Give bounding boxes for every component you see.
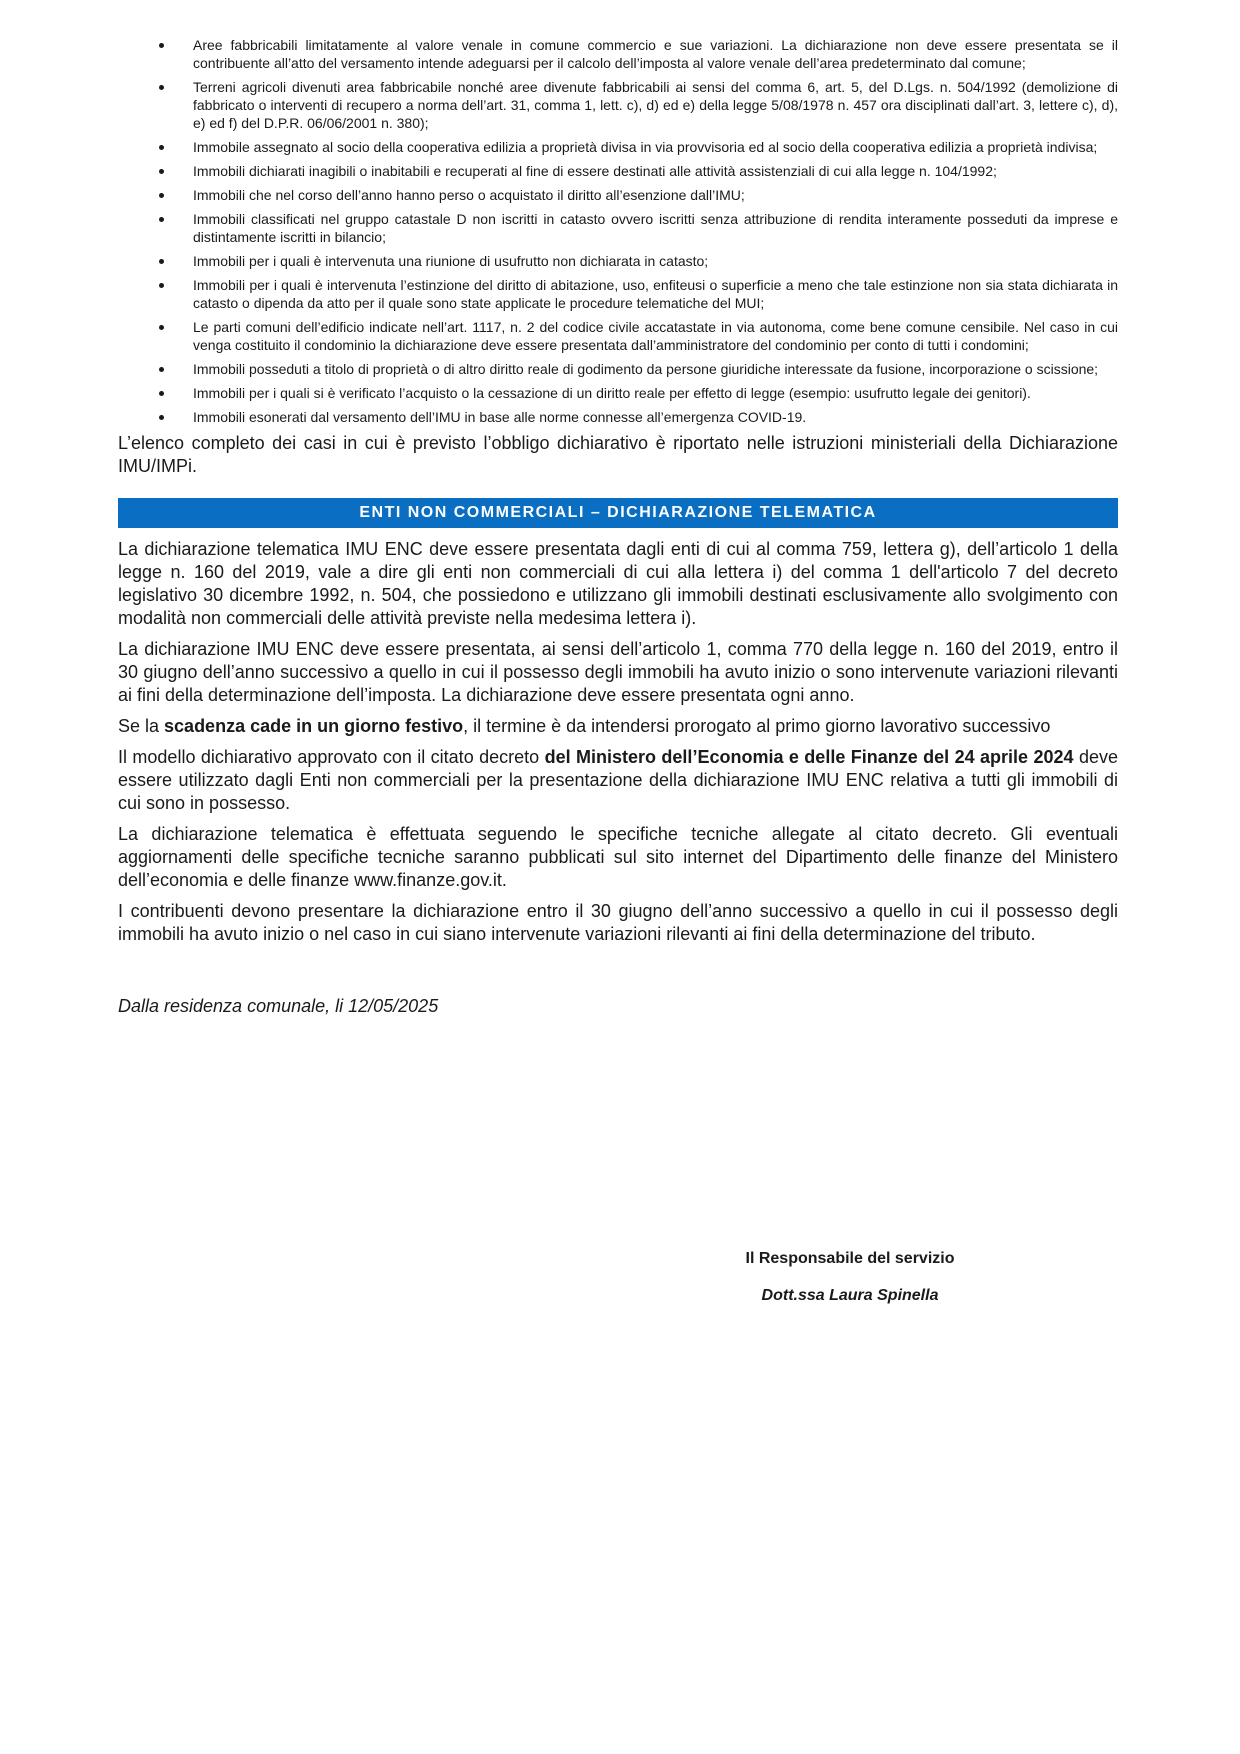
place-date: Dalla residenza comunale, li 12/05/2025 bbox=[118, 996, 439, 1016]
list-item bbox=[118, 252, 1118, 270]
list-item-text: Immobili per i quali è intervenuta una riunione di usufrutto non dichiarata in catasto; bbox=[193, 253, 709, 269]
p4-text-before: Il modello dichiarativo approvato con il citato decreto bbox=[118, 747, 545, 767]
list-item-text: Immobile assegnato al socio della cooperativa edilizia a proprietà divisa in via provvisoria ed al socio della cooperativa edilizia a proprietà indivisa; bbox=[193, 139, 1098, 155]
list-item bbox=[118, 318, 1118, 354]
p4-text-after: deve essere utilizzato dagli Enti non commerciali per la presentazione della dichiarazione IMU ENC relativa a tutti gli immobili di cui sono in possesso. bbox=[118, 747, 1118, 813]
section-paragraph-4 bbox=[118, 746, 1118, 815]
list-item-text: Immobili posseduti a titolo di proprietà o di altro diritto reale di godimento da persone giuridiche interessate da fusione, incorporazione o scissione; bbox=[193, 361, 1099, 377]
bullet-dot-icon bbox=[159, 193, 164, 198]
bullet-dot-icon bbox=[159, 259, 164, 264]
list-item bbox=[118, 162, 1118, 180]
bullet-dot-icon bbox=[159, 325, 164, 330]
list-item bbox=[118, 384, 1118, 402]
list-item bbox=[118, 408, 1118, 426]
document-page bbox=[118, 36, 1118, 1017]
list-item-text: Immobili che nel corso dell’anno hanno perso o acquistato il diritto all’esenzione dall’IMU; bbox=[193, 187, 745, 203]
list-item-text: Immobili classificati nel gruppo catastale D non iscritti in catasto ovvero iscritti senza attribuzione di rendita interamente posseduti da imprese e distintamente iscritti in bilancio; bbox=[193, 211, 1118, 245]
p4-bold-decree: del Ministero dell’Economia e delle Finanze del 24 aprile 2024 bbox=[544, 747, 1074, 767]
signature-name: Dott.ssa Laura Spinella bbox=[761, 1287, 939, 1304]
list-item-text: Le parti comuni dell’edificio indicate nell’art. 1117, n. 2 del codice civile accatastate in via autonoma, come bene comune censibile. Nel caso in cui venga costituito il condominio la dichiarazione deve essere presentata dall’amministratore del condominio per conto di tutti i condomini; bbox=[193, 319, 1118, 353]
bullet-dot-icon bbox=[159, 85, 164, 90]
obligation-list bbox=[118, 36, 1118, 426]
section-banner: ENTI NON COMMERCIALI – DICHIARAZIONE TELEMATICA bbox=[118, 498, 1118, 528]
list-item bbox=[118, 186, 1118, 204]
list-item-text: Terreni agricoli divenuti area fabbricabile nonché aree divenute fabbricabili ai sensi del comma 6, art. 5, del D.Lgs. n. 504/1992 (demolizione di fabbricato o interventi di recupero a norma dell’art. 31, comma 1, lett. c), d) ed e) della legge 5/08/1978 n. 457 ora disciplinati dall’art. 3, lettere c), d), e) ed f) del D.P.R. 06/06/2001 n. 380); bbox=[193, 79, 1118, 131]
bullet-dot-icon bbox=[159, 43, 164, 48]
section-paragraph-2: La dichiarazione IMU ENC deve essere presentata, ai sensi dell’articolo 1, comma 770 della legge n. 160 del 2019, entro il 30 giugno dell’anno successivo a quello in cui il possesso degli immobili ha avuto inizio o sono intervenute variazioni rilevanti ai fini della determinazione dell’imposta. La dichiarazione deve essere presentata ogni anno. bbox=[118, 639, 1118, 705]
list-item-text: Immobili dichiarati inagibili o inabitabili e recuperati al fine di essere destinati alle attività assistenziali di cui alla legge n. 104/1992; bbox=[193, 163, 997, 179]
signature-role: Il Responsabile del servizio bbox=[745, 1250, 955, 1267]
bullet-dot-icon bbox=[159, 217, 164, 222]
list-item bbox=[118, 138, 1118, 156]
bullet-dot-icon bbox=[159, 391, 164, 396]
section-paragraph-5: La dichiarazione telematica è effettuata seguendo le specifiche tecniche allegate al citato decreto. Gli eventuali aggiornamenti delle specifiche tecniche saranno pubblicati sul sito internet del Dipartimento delle finanze del Ministero dell’economia e delle finanze www.finanze.gov.it. bbox=[118, 824, 1118, 890]
list-item-text: Aree fabbricabili limitatamente al valore venale in comune commercio e sue variazioni. La dichiarazione non deve essere presentata se il contribuente all’atto del versamento intende adeguarsi per il calcolo dell’imposta al valore venale dell’area predeterminato dal comune; bbox=[193, 37, 1118, 71]
section-paragraph-6: I contribuenti devono presentare la dichiarazione entro il 30 giugno dell’anno successivo a quello in cui il possesso degli immobili ha avuto inizio o nel caso in cui siano intervenute variazioni rilevanti ai fini della determinazione del tributo. bbox=[118, 901, 1118, 944]
list-item bbox=[118, 360, 1118, 378]
p3-text-before: Se la bbox=[118, 716, 165, 736]
list-item bbox=[118, 210, 1118, 246]
list-item-text: Immobili per i quali si è verificato l’acquisto o la cessazione di un diritto reale per effetto di legge (esempio: usufrutto legale dei genitori). bbox=[193, 385, 1031, 401]
list-item bbox=[118, 78, 1118, 132]
intro-paragraph: L’elenco completo dei casi in cui è previsto l’obbligo dichiarativo è riportato nelle istruzioni ministeriali della Dichiarazione IMU/IMPi. bbox=[118, 433, 1118, 476]
section-paragraph-3 bbox=[118, 715, 1118, 738]
bullet-dot-icon bbox=[159, 415, 164, 420]
list-item-text: Immobili per i quali è intervenuta l’estinzione del diritto di abitazione, uso, enfiteusi o superficie a meno che tale estinzione non sia stata dichiarata in catasto o dipenda da atto per il quale sono state applicate le procedure telematiche del MUI; bbox=[193, 277, 1118, 311]
bullet-dot-icon bbox=[159, 145, 164, 150]
p3-text-after: , il termine è da intendersi prorogato al primo giorno lavorativo successivo bbox=[463, 716, 1051, 736]
list-item bbox=[118, 276, 1118, 312]
section-paragraph-1: La dichiarazione telematica IMU ENC deve essere presentata dagli enti di cui al comma 759, lettera g), dell’articolo 1 della legge n. 160 del 2019, vale a dire gli enti non commerciali di cui alla lettera i) del comma 1 dell'articolo 7 del decreto legislativo 30 dicembre 1992, n. 504, che possiedono e utilizzano gli immobili destinati esclusivamente allo svolgimento con modalità non commerciali delle attività previste nella medesima lettera i). bbox=[118, 539, 1118, 628]
list-item-text: Immobili esonerati dal versamento dell’IMU in base alle norme connesse all’emergenza COVID-19. bbox=[193, 409, 807, 425]
bullet-dot-icon bbox=[159, 283, 164, 288]
bullet-dot-icon bbox=[159, 169, 164, 174]
list-item bbox=[118, 36, 1118, 72]
p3-bold-deadline: scadenza cade in un giorno festivo bbox=[164, 716, 464, 736]
bullet-dot-icon bbox=[159, 367, 164, 372]
